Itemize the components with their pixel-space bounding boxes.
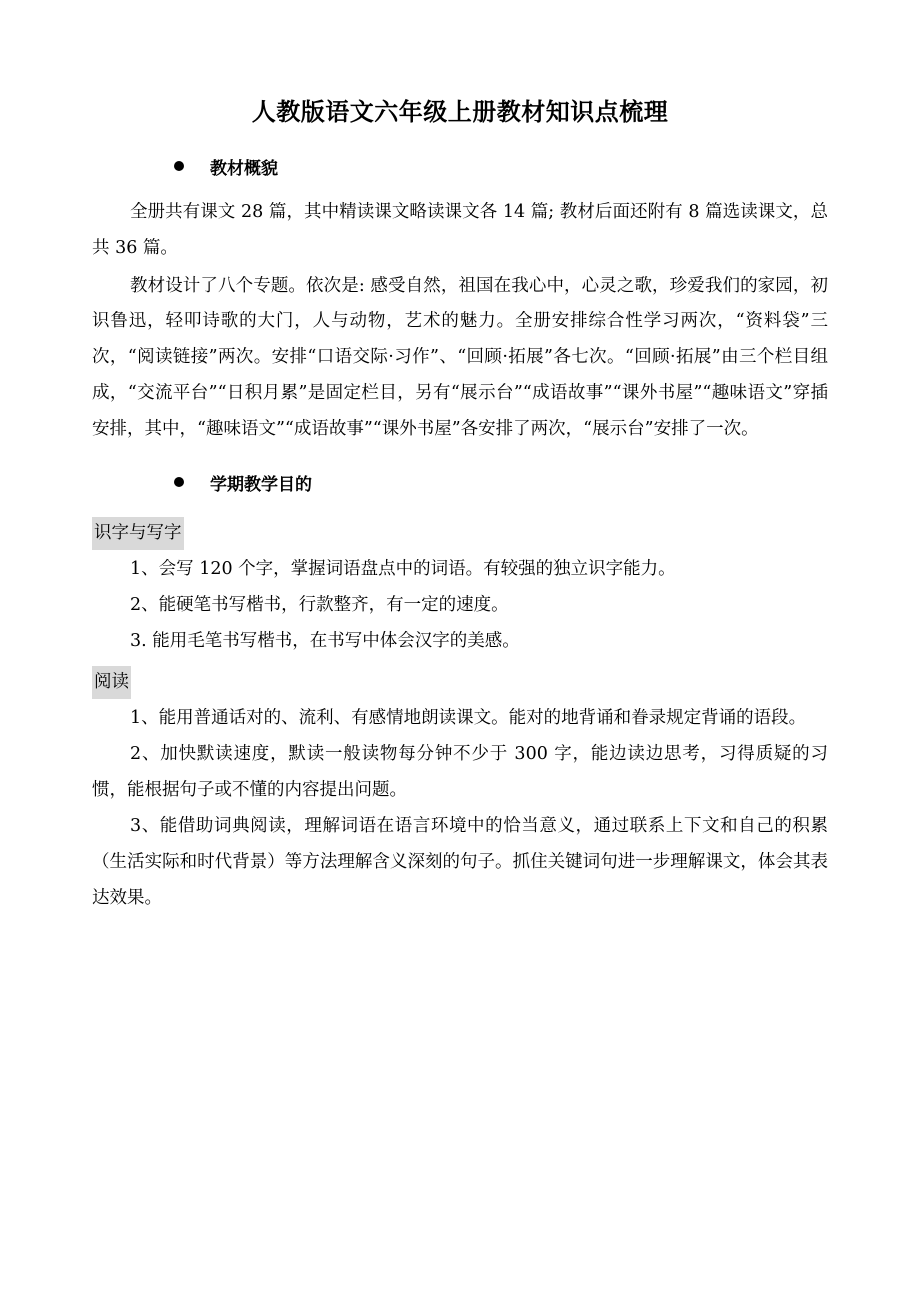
bullet-dot-icon: [174, 161, 184, 171]
list-item: 2、能硬笔书写楷书，行款整齐，有一定的速度。: [130, 595, 509, 616]
page-title: 人教版语文六年级上册教材知识点梳理: [251, 98, 669, 126]
section-heading-overview: [92, 156, 828, 183]
paragraph-textbook-count: 全册共有课文 28 篇，其中精读课文略读课文各 14 篇; 教材后面还附有 8 篇选读课文，总共 36 篇。: [92, 201, 828, 258]
list-item: 1、能用普通话对的、流利、有感情地朗读课文。能对的地背诵和眷录规定背诵的语段。: [130, 708, 807, 729]
section-heading-objectives: [92, 472, 828, 499]
list-item: 3. 能用毛笔书写楷书，在书写中体会汉字的美感。: [130, 631, 520, 652]
list-item: 3、能借助词典阅读，理解词语在语言环境中的恰当意义，通过联系上下文和自己的积累（生活实际和时代背景）等方法理解含义深刻的句子。抓住关键词句进一步理解课文，体会其表达效果。: [92, 815, 828, 908]
subsection-label: 识字与写字: [92, 517, 184, 550]
subsection-reading: [92, 660, 828, 917]
list-item: 1、会写 120 个字，掌握词语盘点中的词语。有较强的独立识字能力。: [130, 559, 676, 580]
section-heading-label: 学期教学目的: [210, 474, 312, 495]
section-heading-label: 教材概貌: [210, 158, 278, 179]
subsection-literacy-writing: [92, 511, 828, 660]
paragraph-themes: 教材设计了八个专题。依次是: 感受自然，祖国在我心中，心灵之歌，珍爱我们的家园，初识鲁迅，轻叩诗歌的大门，人与动物，艺术的魅力。全册安排综合性学习两次，“资料袋”三次，“阅读链接”两次。安排“口语交际·习作”、“回顾·拓展”各七次。“回顾·拓展”由三个栏目组成，“交流平台”“日积月累”是固定栏目，另有“展示台”“成语故事”“课外书屋”“趣味语文”穿插安排，其中，“趣味语文”“成语故事”“课外书屋”各安排了两次，“展示台”安排了一次。: [92, 275, 828, 440]
list-item: 2、加快默读速度，默读一般读物每分钟不少于 300 字，能边读边思考，习得质疑的习惯，能根据句子或不懂的内容提出问题。: [92, 744, 828, 800]
subsection-label: 阅读: [92, 666, 131, 699]
bullet-dot-icon: [174, 477, 184, 487]
